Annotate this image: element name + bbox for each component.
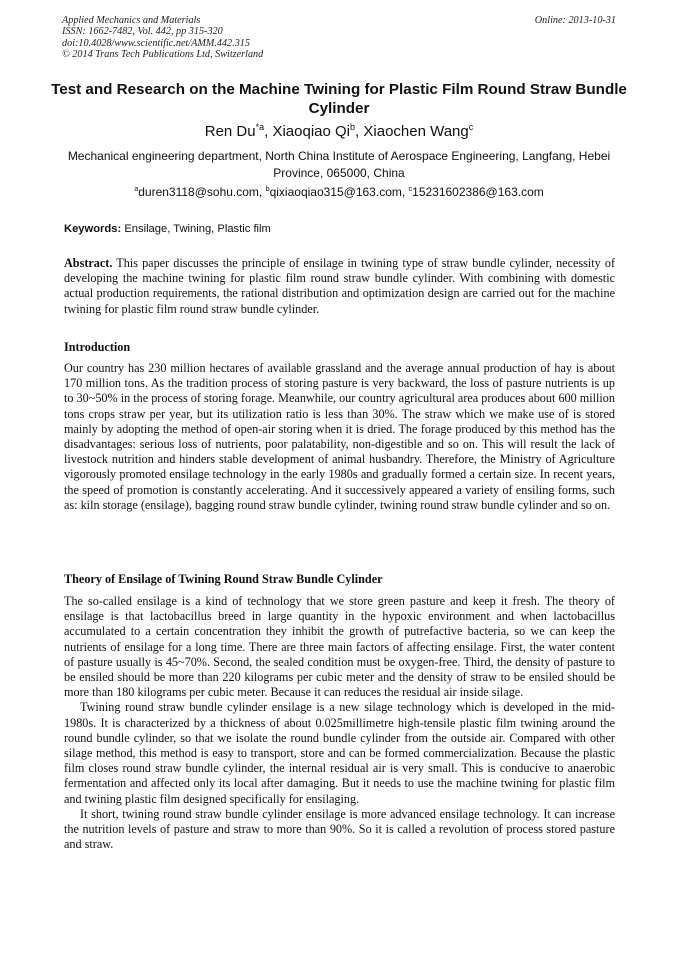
email-address[interactable]: qixiaoqiao315@163.com [269,185,402,199]
email-address[interactable]: duren3118@sohu.com [138,185,259,199]
journal-name: Applied Mechanics and Materials [62,15,201,26]
section-heading-theory: Theory of Ensilage of Twining Round Straw Bundle Cylinder [64,572,383,586]
keywords-text: Ensilage, Twining, Plastic film [124,223,271,235]
section-heading-introduction: Introduction [64,340,131,354]
author-affil-mark: c [468,122,474,132]
keywords-label: Keywords: [64,223,122,235]
email-separator: , [258,185,266,199]
paper-title: Test and Research on the Machine Twining for Plastic Film Round Straw Bundle Cylinder [51,81,627,117]
abstract-label: Abstract. [64,256,113,270]
paragraph: Twining round straw bundle cylinder ensilage is a new silage technology which is developed in the mid-1980s. It is characterized by a thickness of about 0.025millimetre high-tensile plastic film twining around the round bundle cylinder, so that we isolate the round bundle cylinder from the outside air. Compared with other silage method, this method is easy to transport, store and can be formed commercialization. Because the plastic film closes round straw bundle cylinder, the internal residual air is very small. This is conducive to anaerobic fermentation and affected only its local after damaging. But it needs to use the machine twining for plastic film and twining plastic film designed specifically for ensilaging. [64,700,615,806]
email-mark: a [134,184,139,193]
author-affil-mark: *a [255,122,265,132]
author-name: Xiaoqiao Qi [272,123,351,140]
journal-header [62,15,616,61]
author-separator: , [355,123,364,140]
abstract [64,256,615,317]
email-separator: , [401,185,409,199]
abstract-text: This paper discusses the principle of ensilage in twining type of straw bundle cylinder, necessity of developing the machine twining for plastic film round straw bundle cylinder. With combining with domestic actual production requirements, the rational distribution and optimization design are carried out for the machine twining for plastic film round straw bundle cylinder. [64,256,616,316]
introduction-body [64,361,615,513]
email-mark: b [265,184,270,193]
affiliation: Mechanical engineering department, North China Institute of Aerospace Engineering, Langfang, Hebei Province, 065000, China [67,149,611,180]
paragraph: It short, twining round straw bundle cylinder ensilage is more advanced ensilage technology. It can increase the nutrition levels of pasture and straw to more than 90%. So it is called a revolution of process stored pasture and straw. [64,806,615,852]
email-mark: c [408,184,413,193]
email-address[interactable]: 15231602386@163.com [412,185,544,199]
paragraph: Our country has 230 million hectares of available grassland and the average annual production of hay is about 170 million tons. As the tradition process of storing pasture is very backward, the loss of pasture nutrients is up to 30~50% in the process of storing forage. Meanwhile, our country agricultural area produces about 600 million tons crops straw per year, but its utilization ratio is less than 30%. The straw which we make use of is stored mainly by adopting the method of open-air storing when it is dried. The forage produced by this method has the disadvantages: serious loss of nutrients, poor palatability, non-digestible and so on. This will result the lack of livestock nutrition and hinders stable development of animal husbandry. Therefore, the Ministry of Agriculture vigorously promoted ensilage technology in the early 1980s and gradually formed a certain size. In recent years, the speed of promotion is constantly accelerating. And it successively appeared a variety of ensiling forms, such as: kiln storage (ensilage), bagging round straw bundle cylinder, twining round straw bundle cylinder and so on. [64,361,615,512]
theory-body [64,594,615,852]
journal-issn: ISSN: 1662-7482, Vol. 442, pp 315-320 [62,26,223,38]
email-list [60,184,618,200]
paragraph: The so-called ensilage is a kind of technology that we store green pasture and keep it fresh. The theory of ensilage is that lactobacillus breed in large quantity in the hypoxic environment and when lactobacillus accumulated to a certain concentration they inhibit the growth of putrefactive bacteria, so we can keep the nutrients of ensilage for a long time. There are three main factors of affecting ensilage. First, the water content of pasture usually is 45~70%. Second, the sealed condition must be oxygen-free. Third, the density of pasture to be ensiled should be more than 220 kilograms per cubic meter and the density of straw to be ensiled should be more than 180 kilograms per cubic meter. Because it can reduces the residual air inside silage. [64,594,615,700]
keywords [64,222,616,236]
author-name: Xiaochen Wang [363,123,469,140]
online-date: Online: 2013-10-31 [534,15,616,26]
journal-doi: doi:10.4028/www.scientific.net/AMM.442.315 [62,37,250,49]
journal-copyright: © 2014 Trans Tech Publications Ltd, Switzerland [62,49,264,61]
author-separator: , [264,123,273,140]
author-affil-mark: b [350,122,356,132]
author-list [50,123,628,141]
author-name: Ren Du [204,123,256,140]
